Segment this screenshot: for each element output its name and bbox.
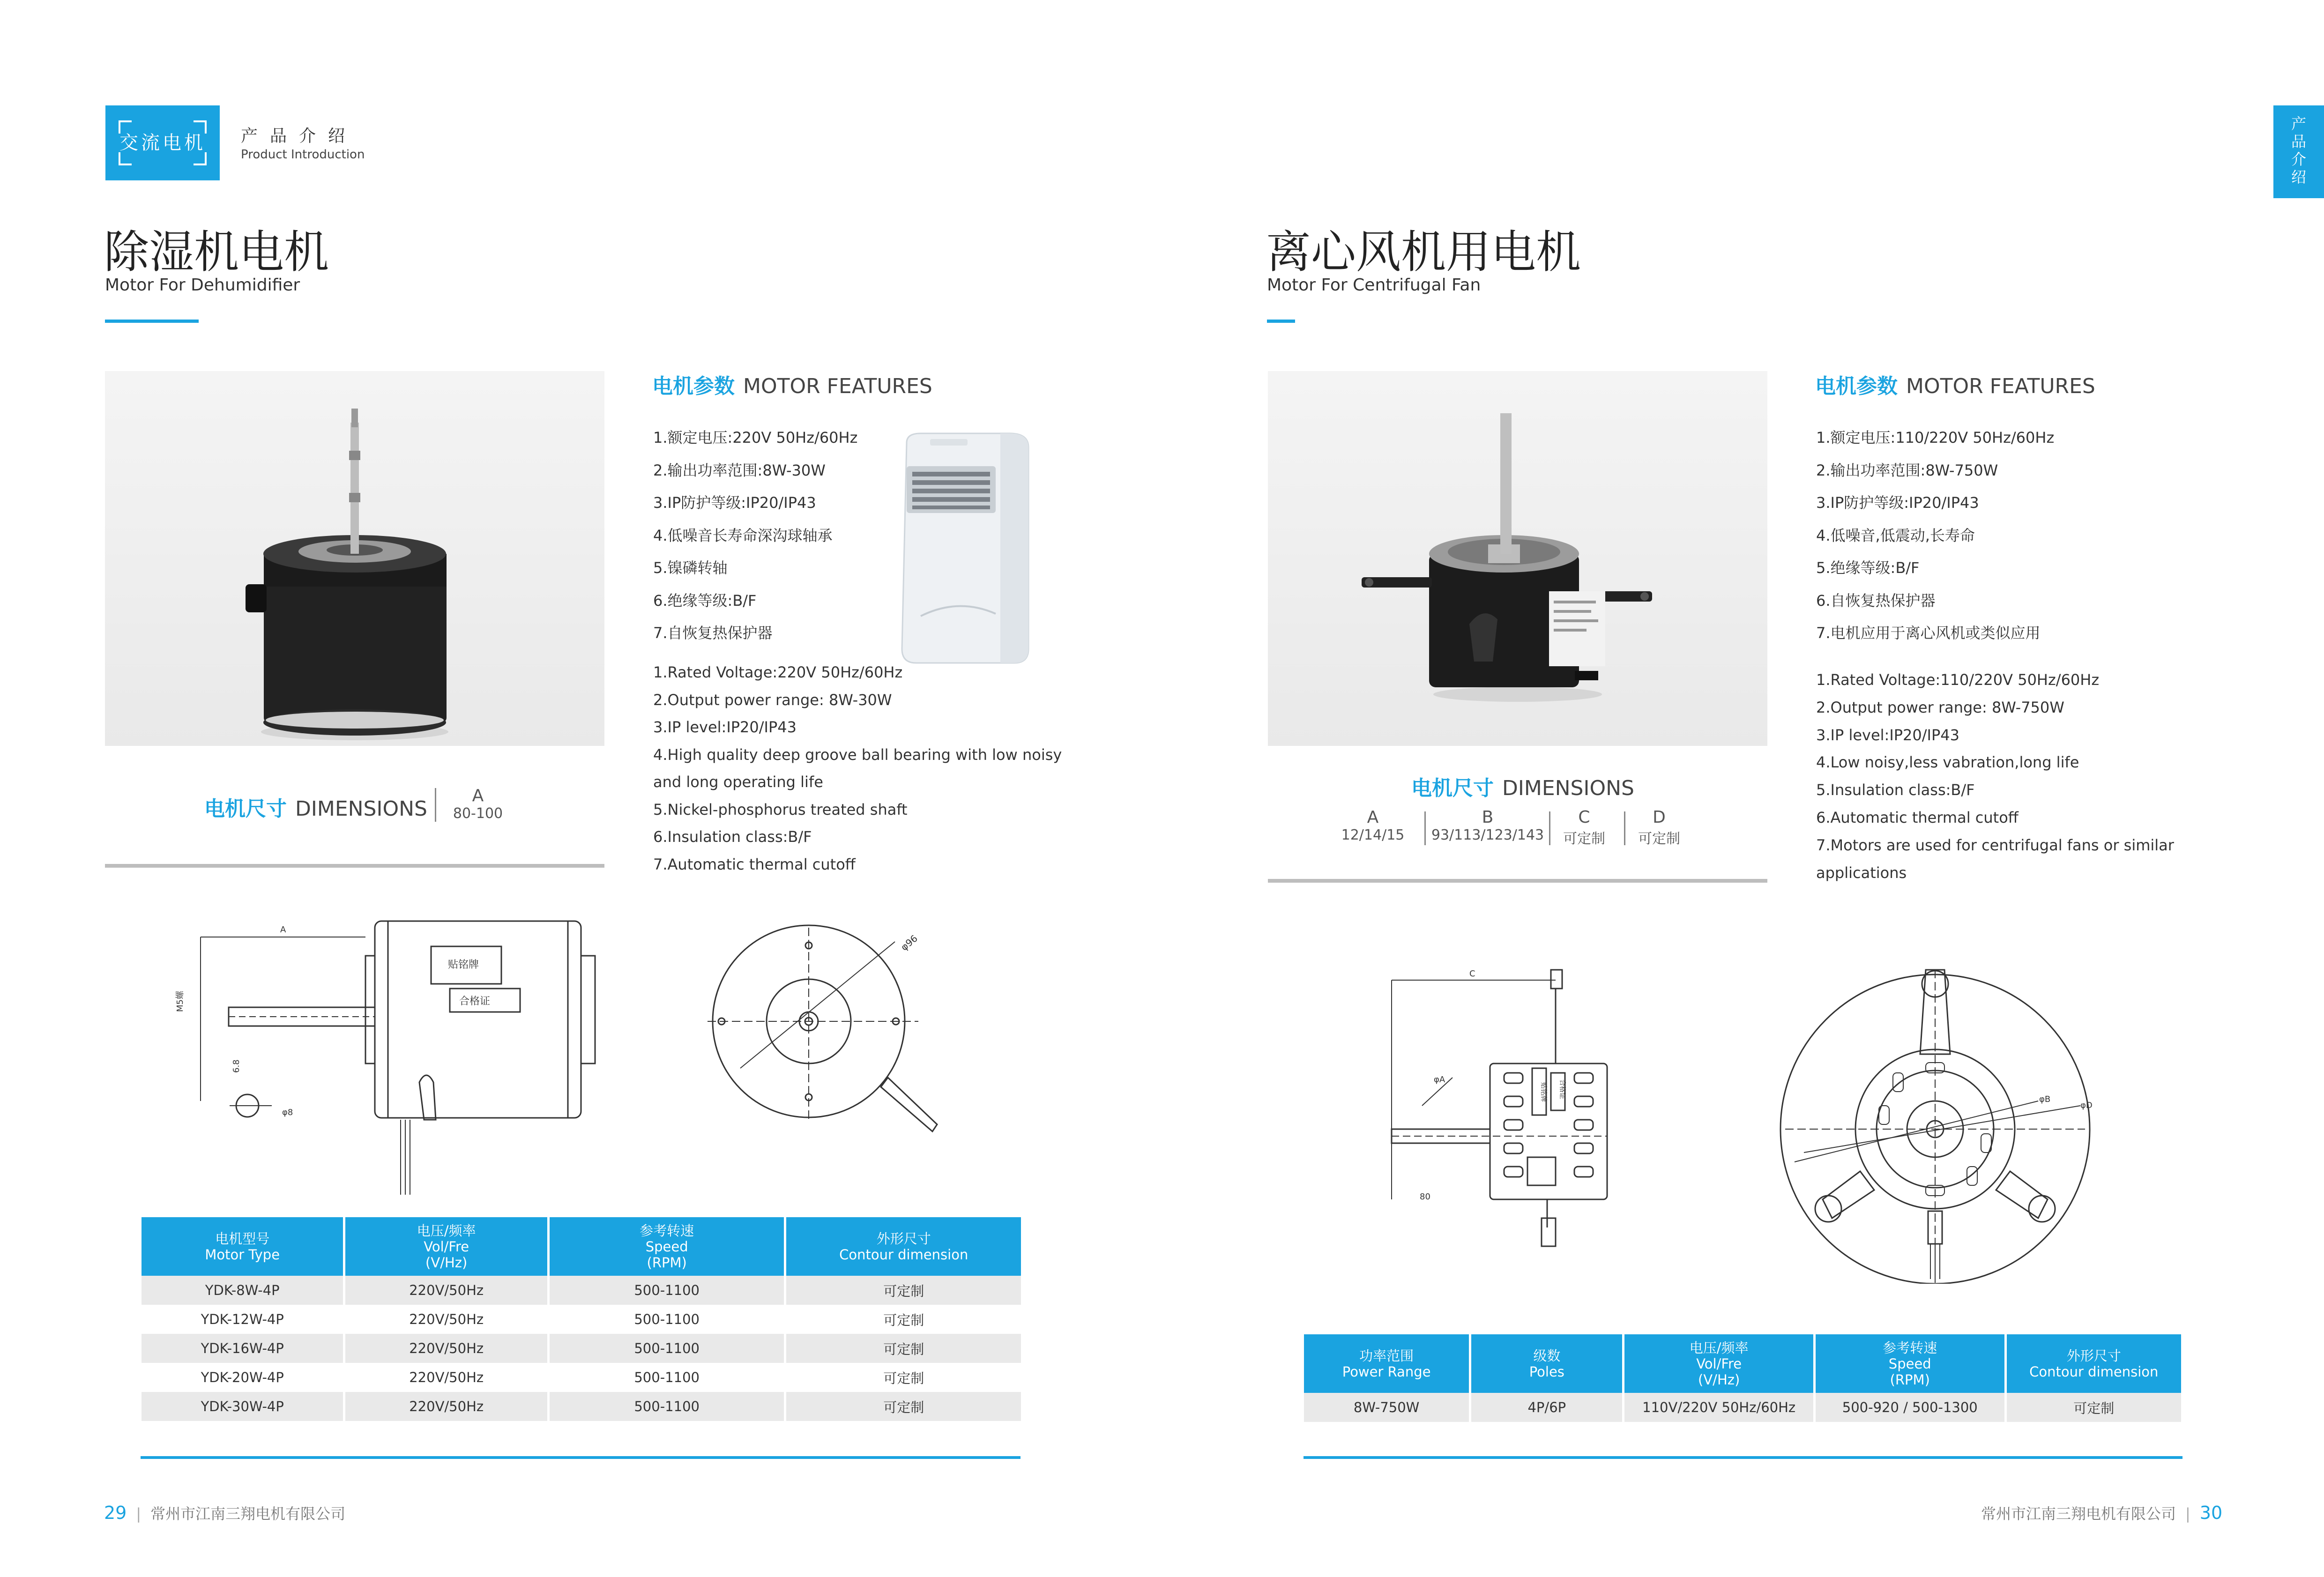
table-cell: 4P/6P [1471,1393,1622,1422]
dimension-label: B [1482,808,1494,827]
left-title-cn: 除湿机电机 [104,226,329,278]
feature-item: 2.Output power range: 8W-750W [1816,698,2064,716]
table-header: 外形尺寸 Contour dimension [786,1217,1021,1276]
side-tab-char: 产 [2291,115,2306,133]
dimension-a [445,786,511,822]
table-cell: 可定制 [786,1363,1021,1392]
right-features-list-cn [1816,422,2054,650]
dimension-value: 93/113/123/143 [1431,827,1544,843]
feature-item: 2.输出功率范围:8W-750W [1816,461,1998,479]
feature-item: 5.Nickel-phosphorus treated shaft [653,800,908,818]
table-row [142,1276,1021,1305]
category-badge [105,105,220,180]
badge-label: 交流电机 [119,132,206,154]
feature-item: 7.电机应用于离心风机或类似应用 [1816,624,2041,642]
table-cell: 500-1100 [550,1363,784,1392]
dehumidifier-motor-side-drawing [159,914,604,1204]
left-title-en: Motor For Dehumidifier [105,275,300,295]
right-features-heading [1815,369,2095,399]
table-cell: 可定制 [786,1392,1021,1421]
left-features-heading-cn: 电机参数 [652,374,735,398]
right-spec-table [1302,1334,2183,1422]
left-bottom-rule [141,1456,1020,1459]
feature-item: 4.低噪音长寿命深沟球轴承 [653,526,833,544]
table-header: 外形尺寸 Contour dimension [2007,1334,2181,1393]
drawing-label: 贴铭牌 [448,959,479,971]
table-cell: YDK-8W-4P [142,1276,343,1305]
company-name: 常州市江南三翔电机有限公司 [1981,1505,2176,1523]
dimension-separator [1624,811,1625,845]
right-bottom-rule [1304,1456,2182,1459]
dimension-separator [435,788,436,822]
table-cell: YDK-30W-4P [142,1392,343,1421]
dimension-label: A [472,786,484,805]
dehumidifier-unit-image [888,429,1043,672]
table-cell: 220V/50Hz [345,1334,547,1363]
right-dimensions-heading-en: DIMENSIONS [1502,776,1634,800]
feature-item: 4.High quality deep groove ball bearing with low noisy [653,745,1062,764]
table-header: 参考转速 Speed (RPM) [550,1217,784,1276]
dehumidifier-motor-front-drawing [703,923,946,1157]
company-name: 常州市江南三翔电机有限公司 [150,1505,346,1523]
drawing-label: φB [2039,1094,2051,1104]
table-row [142,1363,1021,1392]
dimension-value: 80-100 [453,805,503,822]
feature-item: 7.Motors are used for centrifugal fans or similar [1816,836,2174,854]
dimension-separator [1549,811,1550,845]
table-cell: 可定制 [786,1276,1021,1305]
feature-item: 1.额定电压:110/220V 50Hz/60Hz [1816,429,2055,446]
dimension-c [1554,808,1615,848]
drawing-label: 合格证 [459,996,491,1007]
side-tab-char: 品 [2291,133,2306,150]
centrifugal-fan-motor-photo [1268,371,1767,746]
dimension-d [1629,808,1690,848]
drawing-label: 合格证 [1558,1079,1566,1099]
table-cell: 500-1100 [550,1276,784,1305]
table-cell: 220V/50Hz [345,1363,547,1392]
feature-item: 5.绝缘等级:B/F [1816,559,1920,577]
table-cell: YDK-20W-4P [142,1363,343,1392]
dimension-value: 可定制 [1563,831,1605,847]
left-dimensions-heading [204,792,427,822]
section-label-cn: 产品介绍 [241,126,358,146]
table-header: 电压/频率 Vol/Fre (V/Hz) [1624,1334,1813,1393]
table-row [1304,1393,2181,1422]
side-tab-char: 介 [2291,150,2306,168]
feature-item: 5.镍磷转轴 [653,559,728,577]
footer-separator: | [136,1505,142,1523]
centrifugal-motor-front-drawing [1776,956,2113,1284]
table-cell: 220V/50Hz [345,1392,547,1421]
feature-item: 6.Insulation class:B/F [653,828,812,846]
feature-item: 3.IP防护等级:IP20/IP43 [1816,494,1979,512]
table-cell: 500-1100 [550,1392,784,1421]
feature-item: 6.Automatic thermal cutoff [1816,808,2019,826]
side-tab-char: 绍 [2291,168,2306,186]
feature-item: 3.IP防护等级:IP20/IP43 [653,494,816,512]
drawing-label: φ96 [898,932,920,953]
table-cell: 500-920 / 500-1300 [1816,1393,2004,1422]
dimension-a [1331,808,1415,843]
table-cell: 500-1100 [550,1334,784,1363]
centrifugal-motor-side-drawing [1378,965,1640,1265]
dimension-label: D [1653,808,1666,827]
table-header: 参考转速 Speed (RPM) [1816,1334,2004,1393]
right-title-cn: 离心风机用电机 [1266,226,1581,278]
table-header: 电压/频率 Vol/Fre (V/Hz) [345,1217,547,1276]
drawing-label: 80 [1420,1192,1430,1202]
dehumidifier-motor-photo [105,371,604,746]
drawing-label: 贴铭牌 [1540,1082,1547,1102]
left-dimensions-heading-cn: 电机尺寸 [204,797,287,821]
table-row [142,1334,1021,1363]
feature-item: and long operating life [653,773,823,791]
right-features-heading-cn: 电机参数 [1815,374,1898,398]
table-cell: 8W-750W [1304,1393,1469,1422]
table-cell: 500-1100 [550,1305,784,1334]
dimension-value: 12/14/15 [1341,827,1405,843]
left-title-underline [105,320,199,323]
table-cell: 可定制 [786,1334,1021,1363]
section-label-en: Product Introduction [241,148,365,162]
right-title-underline [1267,320,1295,323]
left-features-list-en [653,659,1062,878]
table-cell: 可定制 [786,1305,1021,1334]
table-header: 级数 Poles [1471,1334,1622,1393]
dimension-value: 可定制 [1638,831,1680,847]
table-row [142,1392,1021,1421]
feature-item: applications [1816,863,1907,882]
feature-item: 4.低噪音,低震动,长寿命 [1816,526,1975,544]
right-dimensions-heading-cn: 电机尺寸 [1411,776,1494,800]
left-section-divider [105,864,604,868]
feature-item: 1.Rated Voltage:110/220V 50Hz/60Hz [1816,671,2100,689]
left-dimensions-heading-en: DIMENSIONS [295,797,427,821]
feature-item: 1.Rated Voltage:220V 50Hz/60Hz [653,663,903,681]
left-features-heading [652,369,932,399]
right-section-divider [1268,879,1767,883]
right-footer [1981,1502,2222,1524]
drawing-label: φ8 [282,1108,293,1117]
table-cell: YDK-12W-4P [142,1305,343,1334]
table-header: 电机型号 Motor Type [142,1217,343,1276]
table-cell: YDK-16W-4P [142,1334,343,1363]
page-number: 30 [2199,1503,2223,1523]
dimension-label: A [1367,808,1379,827]
feature-item: 3.IP level:IP20/IP43 [653,718,797,736]
left-spec-table [139,1217,1023,1421]
dimension-label: C [1578,808,1590,827]
left-features-heading-en: MOTOR FEATURES [743,374,932,398]
feature-item: 7.自恢复热保护器 [653,624,773,642]
table-header: 功率范围 Power Range [1304,1334,1469,1393]
dimension-b [1429,808,1546,843]
drawing-label: 6.8 [231,1059,241,1073]
drawing-label: φD [2080,1101,2093,1110]
feature-item: 6.绝缘等级:B/F [653,591,757,610]
dimension-separator [1424,811,1426,845]
page-number: 29 [104,1503,127,1523]
table-row [142,1305,1021,1334]
side-tab[interactable] [2273,105,2324,198]
right-features-heading-en: MOTOR FEATURES [1906,374,2095,398]
table-cell: 220V/50Hz [345,1305,547,1334]
right-title-en: Motor For Centrifugal Fan [1267,275,1481,295]
feature-item: 4.Low noisy,less vabration,long life [1816,753,2079,772]
feature-item: 2.Output power range: 8W-30W [653,691,892,709]
feature-item: 1.额定电压:220V 50Hz/60Hz [653,429,858,446]
table-cell: 可定制 [2007,1393,2181,1422]
drawing-label: φA [1434,1075,1445,1085]
feature-item: 2.输出功率范围:8W-30W [653,461,826,479]
feature-item: 5.Insulation class:B/F [1816,781,1975,799]
feature-item: 3.IP level:IP20/IP43 [1816,726,1959,744]
table-cell: 110V/220V 50Hz/60Hz [1624,1393,1813,1422]
left-features-list-cn [653,422,857,650]
feature-item: 6.自恢复热保护器 [1816,591,1936,610]
table-cell: 220V/50Hz [345,1276,547,1305]
right-dimensions-heading [1411,771,1634,801]
feature-item: 7.Automatic thermal cutoff [653,855,856,873]
right-features-list-en [1816,666,2174,886]
drawing-label: A [280,925,286,935]
footer-separator: | [2185,1505,2190,1523]
drawing-label: C [1469,969,1475,979]
left-footer [104,1502,345,1524]
drawing-label: M5螺 [175,991,185,1012]
